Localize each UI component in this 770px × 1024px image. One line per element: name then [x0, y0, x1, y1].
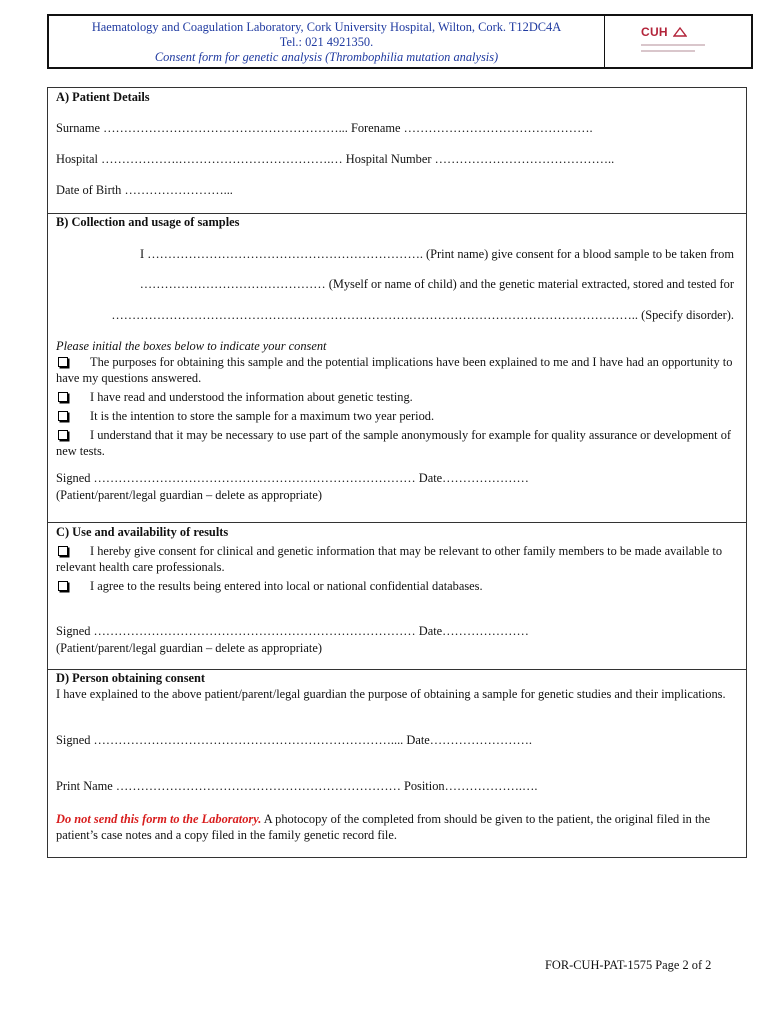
note-text: A photocopy of the completed from should be given to the patient, the original filed in the patient’s case notes and a copy filed in the family genetic record file.	[56, 812, 711, 842]
logo-cell	[605, 16, 751, 67]
signed-date-field[interactable]: Signed ……………………………………………………………….... Date…………………….	[56, 733, 532, 747]
lab-address: Haematology and Coagulation Laboratory, Cork University Hospital, Wilton, Cork. T12DC4A	[91, 20, 562, 34]
page-footer: FOR-CUH-PAT-1575 Page 2 of 2	[545, 958, 712, 972]
section-patient-details	[48, 88, 746, 214]
logo-rule	[641, 50, 695, 52]
consent-item: I have read and understood the information about genetic testing.	[90, 390, 413, 404]
signed-date-field[interactable]: Signed …………………………………………………………………… Date…………………	[56, 624, 529, 638]
signed-note: (Patient/parent/legal guardian – delete as appropriate)	[56, 641, 322, 655]
header-text-block	[49, 16, 605, 67]
consent-item: I hereby give consent for clinical and genetic information that may be relevant to other family members to be made available to relevant health care professionals.	[56, 544, 723, 574]
signed-note: (Patient/parent/legal guardian – delete as appropriate)	[56, 488, 322, 502]
consent-item: I understand that it may be necessary to use part of the sample anonymously for example for quality assurance or development of new tests.	[56, 428, 732, 458]
section-c-title: C) Use and availability of results	[56, 525, 229, 539]
instructions-note	[56, 811, 738, 843]
print-name-line[interactable]: I …………………………………………………………. (Print name) give consent for a blood sample to be taken from	[140, 247, 734, 261]
surname-forename-field[interactable]: Surname …………………………………………………... Forename ……………………………………….	[56, 121, 593, 135]
lab-phone: Tel.: 021 4921350.	[279, 35, 374, 49]
section-a-title: A) Patient Details	[56, 90, 150, 104]
form-header	[47, 14, 753, 69]
consent-form	[47, 87, 747, 858]
consent-item: I agree to the results being entered into local or national confidential databases.	[90, 579, 483, 593]
section-collection-usage	[48, 213, 746, 523]
section-person-obtaining	[48, 669, 746, 859]
specify-disorder-line[interactable]: ……………………………………………………………………………………………………………….. (Specify disorder).	[111, 308, 734, 322]
logo-mark-icon	[673, 26, 687, 38]
print-name-position-field[interactable]: Print Name …………………………………………………………… Position……………….….	[56, 779, 538, 793]
dob-field[interactable]: Date of Birth ……………………...	[56, 183, 233, 197]
consent-item: It is the intention to store the sample for a maximum two year period.	[90, 409, 435, 423]
cuh-logo	[641, 22, 715, 62]
signed-date-field[interactable]: Signed …………………………………………………………………… Date…………………	[56, 471, 529, 485]
section-b-title: B) Collection and usage of samples	[56, 215, 240, 229]
initial-instruction: Please initial the boxes below to indicate your consent	[56, 339, 327, 353]
section-use-results	[48, 522, 746, 670]
warning-text: Do not send this form to the Laboratory.	[56, 812, 262, 826]
logo-rule	[641, 44, 705, 46]
logo-text: CUH	[641, 24, 668, 39]
consent-item: The purposes for obtaining this sample and the potential implications have been explained to me and I have had an opportunity to have my questions answered.	[56, 355, 733, 385]
section-d-title: D) Person obtaining consent	[56, 671, 206, 685]
myself-child-line[interactable]: ……………………………………… (Myself or name of child) and the genetic material extracted, stored and tested for	[139, 277, 734, 291]
explanation-text: I have explained to the above patient/parent/legal guardian the purpose of obtaining a sample for genetic studies and their implications.	[56, 687, 726, 701]
form-subtitle: Consent form for genetic analysis (Thrombophilia mutation analysis)	[154, 50, 499, 64]
hospital-number-field[interactable]: Hospital ……………….……………………………….… Hospital Number ……………………………………..	[56, 152, 615, 166]
